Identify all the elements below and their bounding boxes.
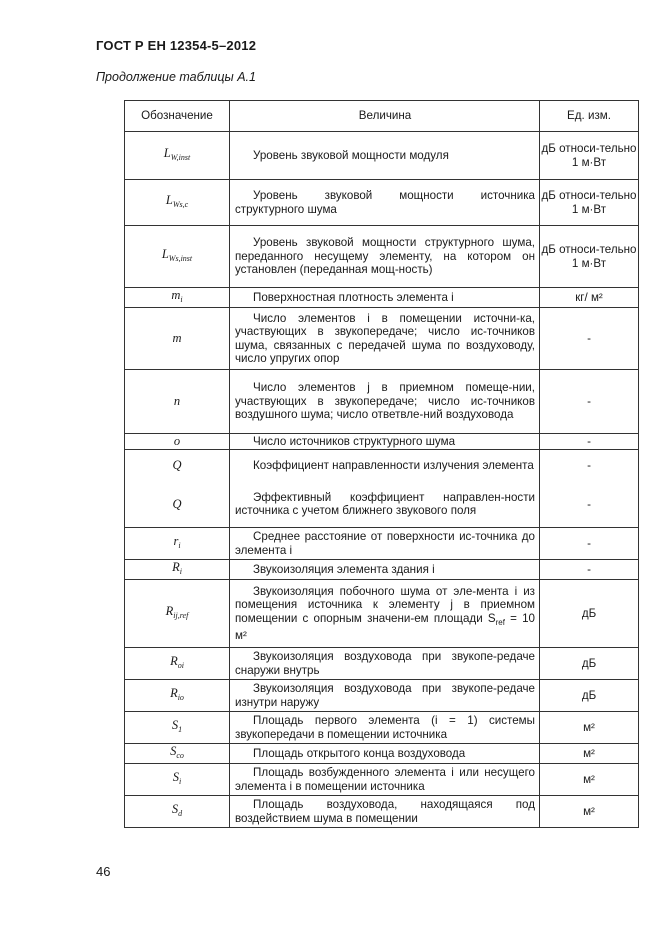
table-row	[125, 288, 639, 308]
quantity-text: Число элементов i в помещении источни-ка, участвующих в звукопередаче; число ис-точников шума, связанных с передачей шума по воздуховоду, число упругих опор	[235, 311, 535, 365]
quantity-tail: = 10 м²	[235, 611, 535, 642]
symbol-subscript: ij,ref	[173, 610, 189, 620]
symbol-cell	[125, 288, 230, 308]
table-row	[125, 744, 639, 764]
column-header-symbol: Обозначение	[125, 101, 230, 132]
symbol-cell	[125, 370, 230, 434]
symbol-subscript: co	[176, 750, 184, 760]
quantity-text: Уровень звуковой мощности источника структурного шума	[235, 189, 535, 216]
quantity-text: Уровень звуковой мощности структурного шума, переданного несущему элементу, на котором он установлен (переданная мощ-ность)	[235, 236, 535, 277]
document-header: ГОСТ Р ЕН 12354-5–2012	[96, 38, 257, 53]
quantity-subscript: ref	[495, 617, 505, 627]
table-row	[125, 580, 639, 648]
quantity-cell	[230, 434, 540, 450]
unit-cell: -	[540, 560, 639, 580]
symbol-letter: o	[173, 433, 181, 448]
quantity-cell	[230, 288, 540, 308]
symbol-cell	[125, 560, 230, 580]
table-row	[125, 560, 639, 580]
table-row	[125, 482, 639, 528]
symbol-subscript: io	[177, 692, 184, 702]
symbol-letter: r	[173, 533, 179, 548]
symbol-letter: S	[172, 769, 179, 784]
quantity-text: Площадь открытого конца воздуховода	[253, 746, 466, 760]
unit-cell: дБ	[540, 648, 639, 680]
symbol-cell	[125, 434, 230, 450]
quantity-text: Площадь воздуховода, находящаяся под воздействием шума в помещении	[235, 798, 535, 825]
table-row	[125, 680, 639, 712]
table-row	[125, 226, 639, 288]
table-row	[125, 308, 639, 370]
symbol-letter: L	[165, 192, 173, 207]
symbol-subscript: i	[178, 540, 181, 550]
symbol-cell	[125, 226, 230, 288]
quantity-text: Площадь возбужденного элемента i или несущего элемента i в помещении источника	[235, 766, 535, 793]
table-row	[125, 796, 639, 828]
symbol-subscript: Ws,c	[172, 199, 189, 209]
quantity-text: Число элементов j в приемном помеще-нии, участвующих в звукопередаче; число ис-точников воздушного шума; число ответвле-ний воздуховода	[235, 381, 535, 422]
quantity-text: Уровень звуковой мощности модуля	[253, 148, 449, 162]
symbol-letter: L	[163, 145, 171, 160]
table-row	[125, 764, 639, 796]
unit-cell: -	[540, 434, 639, 450]
symbol-cell	[125, 180, 230, 226]
symbol-cell	[125, 744, 230, 764]
symbol-subscript: i	[179, 776, 182, 786]
unit-cell: дБ	[540, 680, 639, 712]
symbol-letter: n	[173, 393, 181, 408]
symbol-cell	[125, 648, 230, 680]
quantity-text: Среднее расстояние от поверхности ис-точника до элемента i	[235, 530, 535, 557]
table-continuation-caption: Продолжение таблицы А.1	[96, 70, 256, 84]
unit-cell: -	[540, 370, 639, 434]
quantity-cell	[230, 308, 540, 370]
column-header-quantity: Величина	[230, 101, 540, 132]
quantity-cell	[230, 764, 540, 796]
symbol-cell	[125, 132, 230, 180]
page-number: 46	[96, 864, 111, 879]
symbol-cell	[125, 580, 230, 648]
quantity-cell	[230, 370, 540, 434]
quantity-cell	[230, 680, 540, 712]
quantity-cell	[230, 450, 540, 482]
column-header-unit: Ед. изм.	[540, 101, 639, 132]
table-row	[125, 434, 639, 450]
unit-cell: дБ	[540, 580, 639, 648]
symbol-cell	[125, 450, 230, 482]
symbol-letter: Q	[172, 496, 182, 511]
symbol-subscript: d	[178, 808, 183, 818]
symbol-cell	[125, 796, 230, 828]
quantity-cell	[230, 180, 540, 226]
table-header-row	[125, 101, 639, 132]
symbol-cell	[125, 712, 230, 744]
quantity-cell	[230, 712, 540, 744]
quantity-text: Звукоизоляция побочного шума от эле-мента i из помещения источника к элементу j в приемном помещении с опорным значени-ем площади $S_{ref} = 10$ м²	[235, 584, 535, 642]
table-row	[125, 648, 639, 680]
quantity-text: Эффективный коэффициент направлен-ности источника с учетом ближнего звукового поля	[235, 490, 535, 518]
symbol-letter: R	[172, 559, 180, 574]
symbol-cell	[125, 680, 230, 712]
quantity-cell	[230, 226, 540, 288]
unit-cell: дБ относи-тельно 1 м·Вт	[540, 132, 639, 180]
quantity-cell	[230, 796, 540, 828]
symbols-table	[124, 100, 639, 828]
symbol-subscript: i	[179, 566, 182, 576]
symbol-letter: m	[172, 330, 182, 345]
table-row	[125, 180, 639, 226]
symbol-subscript: oi	[177, 660, 184, 670]
table-row	[125, 132, 639, 180]
symbol-letter: S	[171, 717, 179, 732]
unit-cell: м²	[540, 796, 639, 828]
quantity-text: Поверхностная плотность элемента i	[253, 290, 454, 304]
unit-cell: дБ относи-тельно 1 м·Вт	[540, 180, 639, 226]
unit-cell: -	[540, 308, 639, 370]
symbol-cell	[125, 764, 230, 796]
symbol-cell	[125, 482, 230, 528]
table-row	[125, 450, 639, 482]
symbol-subscript: Ws,inst	[168, 253, 193, 263]
quantity-cell	[230, 648, 540, 680]
unit-cell: -	[540, 450, 639, 482]
symbol-cell	[125, 528, 230, 560]
quantity-text: Площадь первого элемента (i = 1) системы звукопередачи в помещении источника	[235, 714, 535, 741]
quantity-cell	[230, 482, 540, 528]
symbol-letter: R	[170, 685, 178, 700]
quantity-text: Коэффициент направленности излучения элемента	[253, 459, 534, 472]
quantity-text: Число источников структурного шума	[253, 434, 456, 448]
symbol-letter: R	[165, 603, 174, 618]
symbol-cell	[125, 308, 230, 370]
symbol-subscript: W,inst	[170, 152, 191, 162]
symbol-subscript: i	[180, 294, 183, 304]
symbol-letter: L	[161, 246, 169, 261]
symbol-letter: S	[171, 801, 179, 816]
quantity-cell	[230, 744, 540, 764]
quantity-text: Звукоизоляция воздуховода при звукопе-редаче снаружи внутрь	[235, 650, 535, 677]
quantity-cell	[230, 132, 540, 180]
table-row	[125, 370, 639, 434]
unit-cell: м²	[540, 712, 639, 744]
unit-cell: м²	[540, 764, 639, 796]
table-row	[125, 528, 639, 560]
quantity-text: Звукоизоляция элемента здания i	[253, 562, 435, 576]
quantity-cell	[230, 528, 540, 560]
symbol-letter: Q	[172, 458, 182, 472]
symbol-letter: m	[171, 287, 181, 302]
unit-cell: -	[540, 528, 639, 560]
symbol-subscript: 1	[178, 724, 183, 734]
unit-cell: кг/ м²	[540, 288, 639, 308]
quantity-text: Звукоизоляция воздуховода при звукопе-редаче изнутри наружу	[235, 682, 535, 709]
symbol-letter: R	[170, 653, 178, 668]
symbol-letter: S	[170, 743, 177, 758]
quantity-cell	[230, 580, 540, 648]
unit-cell: -	[540, 482, 639, 528]
table-row	[125, 712, 639, 744]
unit-cell: дБ относи-тельно 1 м·Вт	[540, 226, 639, 288]
unit-cell: м²	[540, 744, 639, 764]
quantity-cell	[230, 560, 540, 580]
